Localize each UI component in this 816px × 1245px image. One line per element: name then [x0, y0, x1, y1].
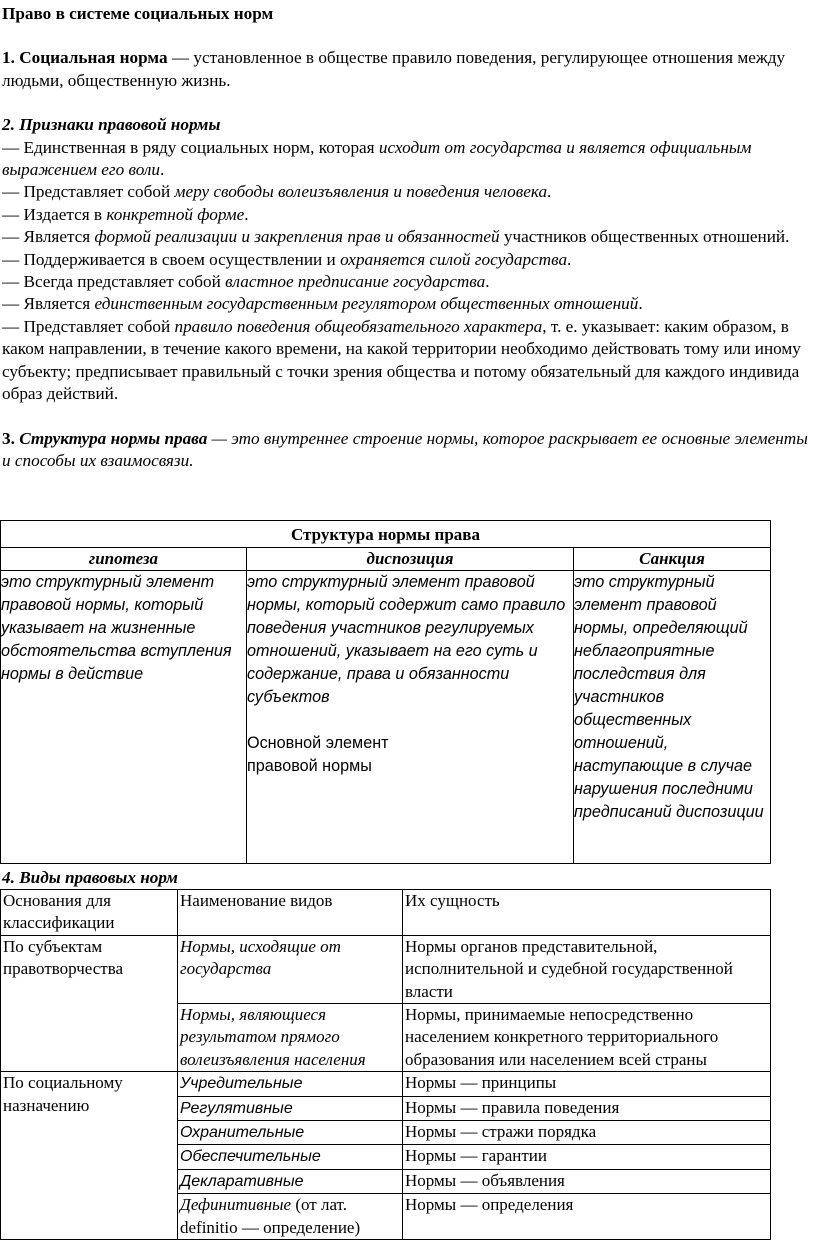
- kind-cell: Декларативные: [178, 1169, 403, 1193]
- sign-item-text: .: [638, 294, 643, 314]
- sign-item: [2, 293, 812, 315]
- sign-item: [2, 204, 812, 226]
- sign-item-text: — Является: [2, 227, 95, 247]
- section-1-term: Социальная норма: [19, 48, 168, 68]
- section-2-heading: 2. Признаки правовой нормы: [2, 115, 221, 135]
- essence-cell: Нормы — гарантии: [403, 1145, 771, 1169]
- sign-item-emphasis: охраняется силой государства: [340, 249, 568, 269]
- sign-item-text: — Поддерживается в своем осуществлении и: [2, 249, 341, 269]
- sign-item-text: .: [567, 249, 572, 269]
- essence-cell: Нормы — стражи порядка: [403, 1121, 771, 1145]
- sign-item: [2, 316, 812, 406]
- header-disposition: диспозиция: [247, 548, 574, 571]
- cell-disposition: это структурный элемент правовой нормы, который содержит само правило поведения участников регулируемых отношений, указывает на его суть и содержание, права и обязанности субъектов Основной элемент правовой нормы: [247, 571, 574, 864]
- sign-item-text: участников общественных отношений.: [499, 227, 790, 247]
- header-basis: Основания для классификации: [1, 890, 178, 936]
- section-2-list: [2, 137, 812, 406]
- sign-item-emphasis: меру свободы волеизъявления и поведения человека: [174, 182, 548, 202]
- sign-item-text: — Представляет собой: [2, 182, 175, 202]
- sign-item-text: .: [547, 182, 552, 202]
- sign-item: [2, 181, 812, 203]
- basis-social-purpose: По социальному назначению: [1, 1072, 178, 1240]
- disposition-note: Основной элемент правовой нормы: [247, 734, 389, 775]
- kind-cell: Дефинитивные (от лат. definitio — определение): [178, 1194, 403, 1240]
- sign-item-emphasis: единственным государственным регулятором общественных отношений: [94, 294, 639, 314]
- kind-cell: Нормы, являющиеся результатом прямого волеизъявления населения: [178, 1004, 403, 1072]
- header-kind: Наименование видов: [178, 890, 403, 936]
- header-essence: Их сущность: [403, 890, 771, 936]
- structure-table: [0, 520, 771, 864]
- section-1-number: 1.: [2, 48, 15, 68]
- sign-item-text: — Единственная в ряду социальных норм, которая: [2, 137, 379, 157]
- sign-item: [2, 249, 812, 271]
- essence-cell: Нормы, принимаемые непосредственно населением конкретного территориального образования или населением всей страны: [403, 1004, 771, 1072]
- kind-cell: Нормы, исходящие от государства: [178, 935, 403, 1003]
- section-3-number: 3.: [2, 428, 20, 448]
- sign-item: [2, 226, 812, 248]
- essence-cell: Нормы — правила поведения: [403, 1096, 771, 1120]
- sign-item: [2, 137, 812, 182]
- essence-cell: Нормы органов представительной, исполнительной и судебной государственной власти: [403, 935, 771, 1003]
- sign-item-emphasis: формой реализации и закрепления прав и обязанностей: [94, 227, 500, 247]
- sign-item-emphasis: властное предписание государства: [225, 272, 486, 292]
- section-1-definition: [2, 47, 812, 92]
- sign-item: [2, 271, 812, 293]
- kind-cell: Охранительные: [178, 1121, 403, 1145]
- cell-hypothesis: это структурный элемент правовой нормы, который указывает на жизненные обстоятельства вступления нормы в действие: [1, 571, 247, 864]
- norm-types-table: [0, 889, 771, 1240]
- essence-cell: Нормы — определения: [403, 1194, 771, 1240]
- document-title: Право в системе социальных норм: [2, 4, 274, 23]
- section-4-heading: 4. Виды правовых норм: [2, 868, 178, 887]
- sign-item-text: , т. е. указывает: каким образом, в каком направлении, в течение какого времени, на какой территории необходимо действовать тому или иному субъекту; предписывает правильный с точки зрения общества и потому обязательный для каждого индивида образ действий.: [2, 316, 801, 404]
- section-3-text: — это внутреннее строение нормы, которое раскрывает ее основные элементы и способы их взаимосвязи.: [2, 428, 808, 470]
- section-3-definition: [2, 428, 812, 473]
- sign-item-text: — Представляет собой: [2, 316, 175, 336]
- header-hypothesis: гипотеза: [1, 548, 247, 571]
- header-sanction: Санкция: [574, 548, 771, 571]
- section-3-term: Структура нормы права: [19, 428, 208, 448]
- cell-sanction: это структурный элемент правовой нормы, определяющий неблагоприятные последствия для участников общественных отношений, наступающие в случае нарушения последними предписаний диспозиции: [574, 571, 771, 864]
- structure-table-caption: Структура нормы права: [1, 521, 771, 548]
- basis-subjects: По субъектам правотворчества: [1, 935, 178, 1071]
- kind-cell: Учредительные: [178, 1072, 403, 1096]
- essence-cell: Нормы — объявления: [403, 1169, 771, 1193]
- kind-note: (от лат. definitio — определение): [180, 1195, 361, 1237]
- sign-item-text: — Всегда представляет собой: [2, 272, 226, 292]
- kind-cell: Обеспечительные: [178, 1145, 403, 1169]
- sign-item-emphasis: конкретной форме: [106, 204, 245, 224]
- sign-item-text: — Является: [2, 294, 95, 314]
- sign-item-text: .: [485, 272, 490, 292]
- sign-item-text: .: [244, 204, 249, 224]
- sign-item-emphasis: исходит от государства и является официальным выражением его воли: [2, 137, 752, 180]
- sign-item-text: .: [159, 160, 165, 180]
- kind-cell: Регулятивные: [178, 1096, 403, 1120]
- sign-item-emphasis: правило поведения общеобязательного характера: [174, 316, 543, 336]
- sign-item-text: — Издается в: [2, 204, 107, 224]
- section-1-text: — установленное в обществе правило поведения, регулирующее отношения между людьми, общественную жизнь.: [2, 48, 786, 90]
- essence-cell: Нормы — принципы: [403, 1072, 771, 1096]
